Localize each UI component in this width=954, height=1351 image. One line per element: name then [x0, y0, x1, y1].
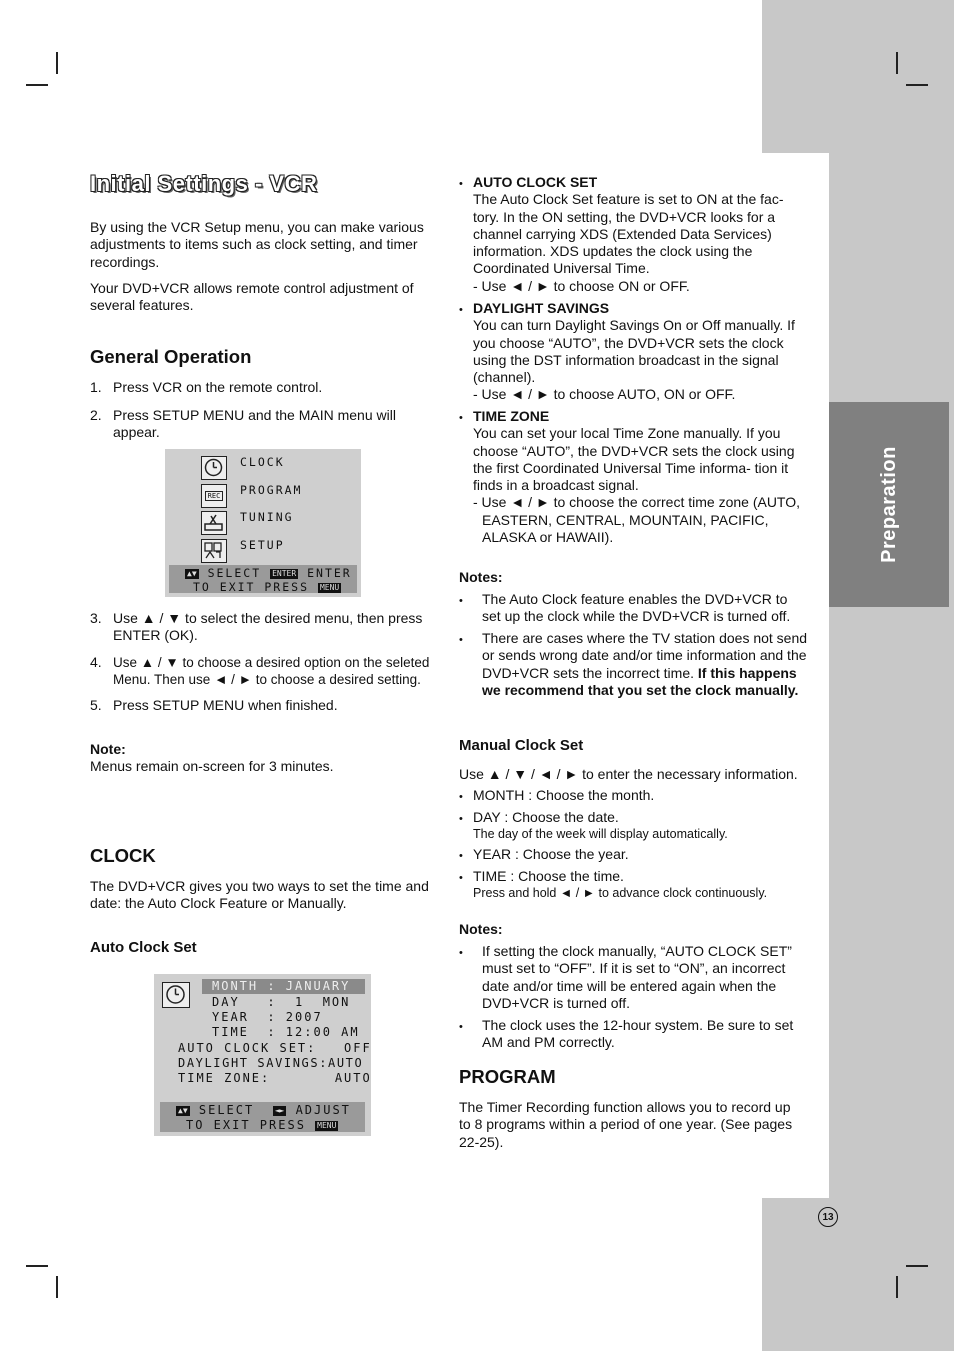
intro-paragraph: By using the VCR Setup menu, you can make various adjustments to items such as clock setting, and timer recordings. [90, 219, 424, 270]
clock-intro: The DVD+VCR gives you two ways to set the time and date: the Auto Clock Feature or Manually. [90, 878, 429, 912]
page-title: Initial Settings - VCR [90, 171, 318, 196]
crop-mark [896, 52, 898, 74]
menu-item-tuning[interactable]: TUNING [240, 510, 294, 524]
crop-mark [906, 84, 928, 86]
crop-mark [896, 1276, 898, 1298]
manual-item: • TIME : Choose the time. Press and hold ◄ / ► to advance clock continuously. [459, 868, 768, 901]
program-text: The Timer Recording function allows you to record up to 8 programs within a period of one year. (See pages 22-25). [459, 1099, 793, 1150]
daylight-savings-item: • DAYLIGHT SAVINGS You can turn Daylight Savings On or Off manually. If you choose “AUTO”, the DVD+VCR sets the clock using the DST information broadcast in the signal (channel). - Use ◄ / ► to choose AUTO, ON or OFF. [459, 300, 795, 403]
side-band-middle [829, 153, 954, 1198]
clock-row-time[interactable]: TIME : 12:00 AM [212, 1025, 360, 1039]
page-number: 13 [818, 1207, 838, 1227]
clock-row-month[interactable]: MONTH : JANUARY [212, 979, 351, 993]
side-band-top [762, 0, 954, 153]
crop-mark [56, 52, 58, 74]
clock-setup-screen [154, 974, 371, 1136]
step-item: 5. Press SETUP MENU when finished. [90, 697, 338, 713]
section-tab-label: Preparation [877, 446, 900, 563]
step-item: 2. Press SETUP MENU and the MAIN menu will appear. [90, 407, 396, 441]
osd-footer-line: TO EXIT PRESS MENU [186, 1118, 337, 1132]
note-label: Note: [90, 741, 126, 757]
clock-row-time-zone[interactable]: TIME ZONE: AUTO [178, 1071, 372, 1085]
clock-heading: CLOCK [90, 845, 156, 866]
notes-label: Notes: [459, 569, 503, 585]
note-item: • There are cases where the TV station does not send or sends wrong date and/or time information and the DVD+VCR sets the incorrect time. If this happens we recommend that you set the clock manually. [459, 630, 808, 698]
general-operation-heading: General Operation [90, 346, 252, 367]
step-item: 3. Use ▲ / ▼ to select the desired menu, then press ENTER (OK). [90, 610, 423, 644]
note-text: Menus remain on-screen for 3 minutes. [90, 758, 334, 774]
clock-icon [201, 456, 227, 480]
menu-item-setup[interactable]: SETUP [240, 538, 285, 552]
menu-item-program[interactable]: PROGRAM [240, 483, 303, 497]
crop-mark [26, 84, 48, 86]
intro-paragraph: Your DVD+VCR allows remote control adjustment of several features. [90, 280, 414, 314]
tuning-icon [201, 511, 227, 535]
step-item: 1. Press VCR on the remote control. [90, 379, 323, 395]
step-item: 4. Use ▲ / ▼ to choose a desired option on the seleted Menu. Then use ◄ / ► to choose a desired setting. [90, 654, 430, 688]
auto-clock-set-heading: Auto Clock Set [90, 939, 197, 956]
manual-clock-set-heading: Manual Clock Set [459, 737, 584, 754]
osd-footer-line: ▲▼ SELECT ◄► ADJUST [178, 1103, 351, 1117]
notes-label: Notes: [459, 921, 503, 937]
manual-item: • MONTH : Choose the month. [459, 787, 655, 803]
time-zone-item: • TIME ZONE You can set your local Time Zone manually. If you choose “AUTO”, the DVD+VCR sets the clock using the first Coordinated Universal Time informa- tion it finds in a broadcast signal. - Use ◄ / ► to choose the correct time zone (AUTO, EASTERN, CENTRAL, MOUNTAIN, PACIFIC, ALASKA or HAWAII). [459, 408, 801, 546]
note-item: • The clock uses the 12-hour system. Be sure to set AM and PM correctly. [459, 1017, 794, 1051]
note-item: • If setting the clock manually, “AUTO CLOCK SET” must set to “OFF”. If it is set to “ON”, an incorrect date and/or time will be entered again when the DVD+VCR is turned off. [459, 943, 792, 1011]
setup-icon [201, 539, 227, 563]
clock-icon [162, 982, 190, 1008]
osd-footer-line: ▲▼ SELECT ENTER ENTER [187, 566, 352, 580]
clock-row-daylight-savings[interactable]: DAYLIGHT SAVINGS:AUTO [178, 1056, 364, 1070]
program-heading: PROGRAM [459, 1066, 556, 1087]
manual-item: • DAY : Choose the date. The day of the week will display automatically. [459, 809, 728, 842]
side-band-bottom [762, 1198, 954, 1351]
auto-clock-set-item: • AUTO CLOCK SET The Auto Clock Set feature is set to ON at the fac- tory. In the ON setting, the DVD+VCR looks for a channel carrying XDS (Extended Data Services) information. XDS updates the clock using the Coordinated Universal Time. - Use ◄ / ► to choose ON or OFF. [459, 174, 784, 294]
clock-row-day[interactable]: DAY : 1 MON [212, 995, 351, 1009]
clock-row-year[interactable]: YEAR : 2007 [212, 1010, 323, 1024]
crop-mark [26, 1265, 48, 1267]
rec-icon: REC [201, 484, 227, 508]
clock-row-auto-clock-set[interactable]: AUTO CLOCK SET: OFF [178, 1041, 372, 1055]
manual-item: • YEAR : Choose the year. [459, 846, 629, 862]
osd-footer-line: TO EXIT PRESS MENU [193, 580, 340, 594]
note-item: • The Auto Clock feature enables the DVD+VCR to set up the clock while the DVD+VCR is turned off. [459, 591, 791, 625]
manual-use-text: Use ▲ / ▼ / ◄ / ► to enter the necessary information. [459, 766, 798, 782]
main-menu-screen [165, 449, 361, 597]
crop-mark [56, 1276, 58, 1298]
crop-mark [906, 1265, 928, 1267]
menu-item-clock[interactable]: CLOCK [240, 455, 285, 469]
section-tab [829, 402, 949, 607]
